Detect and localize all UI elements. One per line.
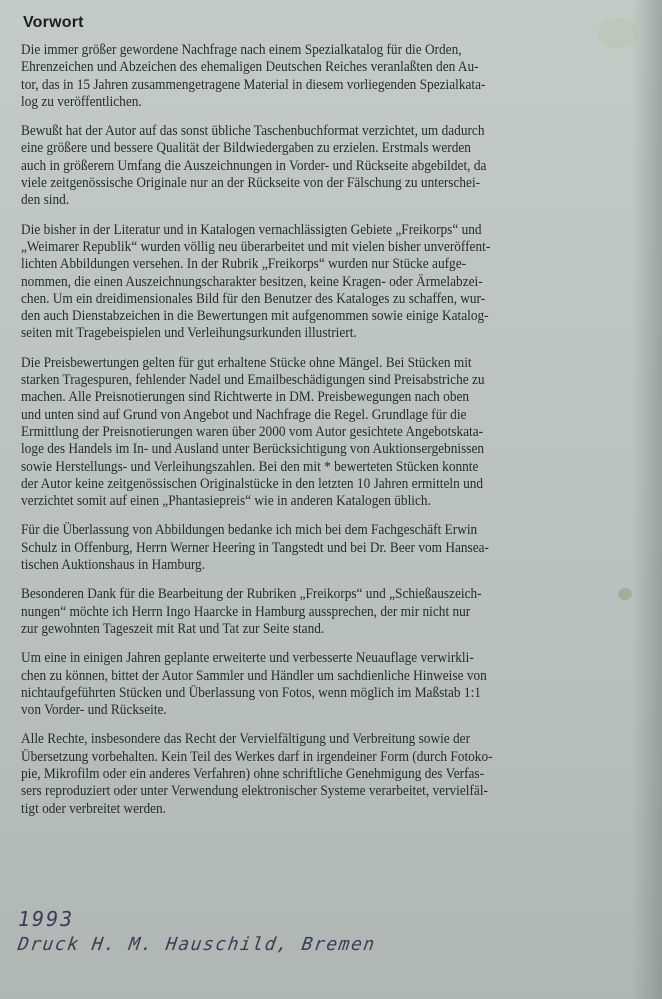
text-line: Übersetzung vorbehalten. Kein Teil des Werkes darf in irgendeiner Form (durch Fotoko- (21, 748, 493, 765)
text-line: tigt oder verbreitet werden. (21, 800, 167, 817)
text-line: Alle Rechte, insbesondere das Recht der Vervielfältigung und Verbreitung sowie der (21, 731, 471, 748)
text-line: Die Preisbewertungen gelten für gut erhaltene Stücke ohne Mängel. Bei Stücken mit (21, 354, 472, 371)
text-line: viele zeitgenössische Originale nur an der Rückseite von der Fälschung zu unterschei- (21, 175, 481, 192)
text-line: nichtaufgeführten Stücken und Überlassung von Fotos, wenn möglich im Maßstab 1:1 (21, 684, 481, 701)
text-line: den sind. (21, 192, 70, 209)
text-line: Die immer größer gewordene Nachfrage nach einem Spezialkatalog für die Orden, (21, 42, 462, 58)
text-line: auch in größerem Umfang die Auszeichnungen in Vorder- und Rückseite abgebildet, da (21, 157, 487, 174)
text-line: loge des Handels im In- und Ausland unter Berücksichtigung von Auktionsergebnissen (21, 441, 485, 458)
text-line: nommen, die einen Auszeichnungscharakter besitzen, keine Kragen- oder Ärmelabzei- (21, 273, 483, 290)
text-line: seiten mit Tragebeispielen und Verleihungsurkunden illustriert. (21, 325, 357, 342)
page-title: Vorwort (23, 14, 84, 31)
text-line: eine größere und bessere Qualität der Bildwiedergaben zu erzielen. Erstmals werden (21, 140, 471, 157)
text-line: chen zu können, bittet der Autor Sammler und Händler um sachdienliche Hinweise von (21, 667, 487, 684)
text-line: von Vorder- und Rückseite. (21, 702, 167, 719)
text-line: pie, Mikrofilm oder ein anderes Verfahren) ohne schriftliche Genehmigung des Verfas- (21, 765, 485, 782)
text-line: sowie Herstellungs- und Verleihungszahlen. Bei den mit * bewerteten Stücken konnte (21, 458, 479, 475)
text-line: tischen Auktionshaus in Hamburg. (21, 557, 206, 574)
paragraph (21, 650, 662, 719)
text-line: starken Tragespuren, fehlender Nadel und Emailbeschädigungen sind Preisabstriche zu (21, 372, 485, 389)
text-line: chen. Um ein dreidimensionales Bild für den Benutzer des Kataloges zu schaffen, wur- (21, 290, 486, 307)
text-line: der Autor keine zeitgenössischen Originalstücke in den letzten 10 Jahren ermitteln und (21, 475, 484, 492)
paragraph (21, 222, 662, 343)
text-line: „Weimarer Republik“ wurden völlig neu überarbeitet und mit vielen bisher unveröffent- (21, 238, 491, 255)
text-line: lichten Abbildungen versehen. In der Rubrik „Freikorps“ wurden nur Stücke aufge- (21, 256, 467, 273)
text-line: tor, das in 15 Jahren zusammengetragene Material in diesem vorliegenden Spezialkata- (21, 76, 486, 93)
paragraph (21, 355, 662, 511)
text-line: und unten sind auf Grund von Angebot und Nachfrage die Regel. Grundlage für die (21, 406, 467, 423)
paragraph (21, 586, 662, 638)
paragraph (21, 522, 662, 574)
text-line: Ermittlung der Preisnotierungen waren über 2000 vom Autor gesichtete Angebotskata- (21, 423, 484, 440)
text-line: verzichtet somit auf einen „Phantasiepreis“ wie in anderen Katalogen üblich. (21, 493, 431, 510)
text-line: machen. Alle Preisnotierungen sind Richtwerte in DM. Preisbewegungen nach oben (21, 389, 470, 406)
text-line: Die bisher in der Literatur und in Katalogen vernachlässigten Gebiete „Freikorps“ und (21, 221, 482, 238)
paragraph (21, 731, 662, 817)
text-line: Um eine in einigen Jahren geplante erweiterte und verbesserte Neuauflage verwirkli- (21, 650, 474, 667)
text-line: Schulz in Offenburg, Herrn Werner Heering in Tangstedt und bei Dr. Beer vom Hansea- (21, 539, 489, 556)
text-line: Für die Überlassung von Abbildungen bedanke ich mich bei dem Fachgeschäft Erwin (21, 522, 478, 539)
handwritten-year: 1993 (18, 907, 75, 931)
text-line: sers reproduziert oder unter Verwendung elektronischer Systeme verarbeitet, vervielfäl- (21, 783, 488, 800)
text-line: Ehrenzeichen und Abzeichen des ehemaligen Deutschen Reiches veranlaßten den Au- (21, 59, 479, 76)
text-line: den auch Dienstabzeichen in die Bewertungen mit aufgenommen sowie einige Katalog- (21, 308, 489, 325)
text-line: log zu veröffentlichen. (21, 93, 142, 110)
text-line: zur gewohnten Tageszeit mit Rat und Tat zur Seite stand. (21, 620, 325, 637)
paragraph (21, 123, 662, 209)
handwritten-printer-note: Druck H. M. Hauschild, Bremen (16, 934, 378, 955)
preface-text (21, 42, 662, 830)
paragraph (21, 42, 662, 111)
text-line: Besonderen Dank für die Bearbeitung der Rubriken „Freikorps“ und „Schießauszeich- (21, 586, 482, 603)
text-line: nungen“ möchte ich Herrn Ingo Haarcke in Hamburg aussprechen, der mir nicht nur (21, 603, 471, 620)
text-line: Bewußt hat der Autor auf das sonst übliche Taschenbuchformat verzichtet, um dadurch (21, 123, 485, 140)
